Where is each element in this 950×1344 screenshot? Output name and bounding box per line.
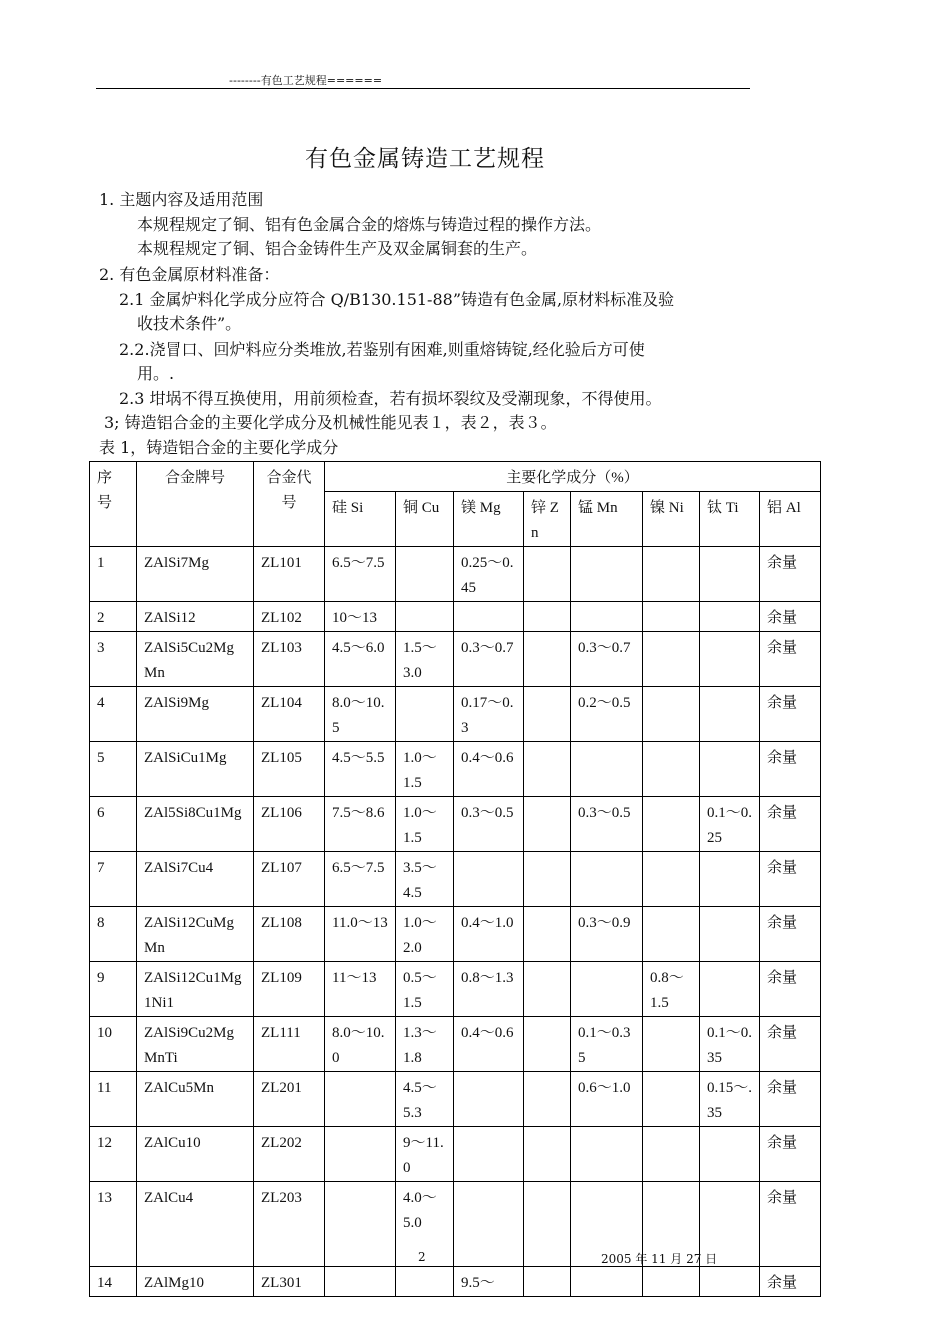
table-cell: 12 — [90, 1127, 137, 1182]
section-2-1-text: 2.1 金属炉料化学成分应符合 Q/B130.151-88”铸造有色金属,原材料标准及验 — [119, 290, 675, 309]
table-cell: 0.3～0.5 — [454, 797, 524, 852]
table-cell: 4.5～5.3 — [396, 1072, 454, 1127]
table-row — [90, 632, 821, 687]
table-cell: 6 — [90, 797, 137, 852]
table-cell — [524, 1267, 571, 1297]
table-cell: 1.0～1.5 — [396, 797, 454, 852]
table-cell: 6.5～7.5 — [325, 852, 396, 907]
table-cell: ZAlCu10 — [137, 1127, 254, 1182]
table-cell: 余量 — [760, 602, 821, 632]
header-element-mg: 镁 Mg — [454, 492, 524, 547]
table-cell: ZL101 — [254, 547, 325, 602]
table-cell — [524, 547, 571, 602]
table-cell: 0.25～0.45 — [454, 547, 524, 602]
table-cell: 14 — [90, 1267, 137, 1297]
section-2-heading: 2. 有色金属原材料准备： — [99, 265, 280, 284]
table-cell: 0.4～0.6 — [454, 742, 524, 797]
section-1-text-1: 本规程规定了铜、铝有色金属合金的熔炼与铸造过程的操作方法。 — [137, 215, 602, 234]
section-2-1-text-cont: 收技术条件”。 — [137, 314, 242, 333]
table-cell — [325, 1072, 396, 1127]
table-cell: 0.17～0.3 — [454, 687, 524, 742]
table-cell: 0.3～0.7 — [454, 632, 524, 687]
table-cell — [700, 1127, 760, 1182]
table-cell: 余量 — [760, 1182, 821, 1267]
table-cell — [643, 602, 700, 632]
table-cell: 10～13 — [325, 602, 396, 632]
table-cell — [700, 962, 760, 1017]
table-cell: ZL106 — [254, 797, 325, 852]
table-row — [90, 742, 821, 797]
table-cell: ZAlCu5Mn — [137, 1072, 254, 1127]
table-cell: 0.8～1.3 — [454, 962, 524, 1017]
table-cell — [524, 742, 571, 797]
header-seq: 序 号 — [90, 462, 137, 547]
section-2-3-text: 2.3 坩埚不得互换使用，用前须检查，若有损坏裂纹及受潮现象，不得使用。 — [119, 389, 662, 408]
table-cell: 0.1～0.35 — [571, 1017, 643, 1072]
header-composition-group: 主要化学成分（%） — [325, 462, 821, 492]
table-cell — [396, 602, 454, 632]
table-cell: 余量 — [760, 1072, 821, 1127]
table-cell — [643, 632, 700, 687]
table-cell: 11.0～13 — [325, 907, 396, 962]
header-element-ni: 镍 Ni — [643, 492, 700, 547]
table-cell: 0.3～0.5 — [571, 797, 643, 852]
table-cell: 0.4～1.0 — [454, 907, 524, 962]
table-cell — [700, 907, 760, 962]
table-cell — [700, 852, 760, 907]
table-cell — [643, 1072, 700, 1127]
alloy-composition-table — [89, 461, 821, 1297]
table-cell: 余量 — [760, 547, 821, 602]
table-cell: 7.5～8.6 — [325, 797, 396, 852]
table-cell: 0.1～0.35 — [700, 1017, 760, 1072]
header-element-cu: 铜 Cu — [396, 492, 454, 547]
table-cell — [643, 687, 700, 742]
table-cell — [571, 547, 643, 602]
table-cell: 2 — [90, 602, 137, 632]
table-cell — [325, 1267, 396, 1297]
running-header: --------有色工艺规程====== — [229, 74, 383, 87]
table-cell: ZAlSi7Mg — [137, 547, 254, 602]
header-rule — [96, 88, 750, 89]
table-cell: 0.3～0.7 — [571, 632, 643, 687]
table-cell: 余量 — [760, 687, 821, 742]
table-cell — [396, 547, 454, 602]
table-cell — [700, 742, 760, 797]
table-cell — [571, 1127, 643, 1182]
table-cell — [571, 1267, 643, 1297]
table-cell: 4.0～5.0 — [396, 1182, 454, 1267]
table-cell: ZL104 — [254, 687, 325, 742]
table-cell: 0.1～0.25 — [700, 797, 760, 852]
header-element-ti: 钛 Ti — [700, 492, 760, 547]
table-cell — [643, 742, 700, 797]
table-cell — [643, 1017, 700, 1072]
table-row — [90, 1267, 821, 1297]
header-element-si: 硅 Si — [325, 492, 396, 547]
section-1-text-2: 本规程规定了铜、铝合金铸件生产及双金属铜套的生产。 — [137, 239, 538, 258]
table-cell: 余量 — [760, 852, 821, 907]
table-cell: 7 — [90, 852, 137, 907]
table-cell — [643, 907, 700, 962]
table-cell: 余量 — [760, 1127, 821, 1182]
table-cell: ZAlSi7Cu4 — [137, 852, 254, 907]
table-cell: 9.5～ — [454, 1267, 524, 1297]
table-cell: 4.5～5.5 — [325, 742, 396, 797]
table-cell — [571, 602, 643, 632]
table-cell: 余量 — [760, 632, 821, 687]
table-cell — [643, 547, 700, 602]
section-3-text: 3; 铸造铝合金的主要化学成分及机械性能见表１，表２，表３。 — [104, 413, 557, 432]
table-cell: 5 — [90, 742, 137, 797]
table-row — [90, 687, 821, 742]
table-row — [90, 907, 821, 962]
table-cell — [524, 632, 571, 687]
table-cell: ZAlSi9Mg — [137, 687, 254, 742]
table-cell — [325, 1127, 396, 1182]
table-cell — [524, 907, 571, 962]
table-cell — [700, 1267, 760, 1297]
table-cell: ZL202 — [254, 1127, 325, 1182]
header-grade: 合金牌号 — [137, 462, 254, 547]
table-cell: ZAlSi12CuMgMn — [137, 907, 254, 962]
table-cell: 11 — [90, 1072, 137, 1127]
table-cell: 余量 — [760, 962, 821, 1017]
table-cell: ZL203 — [254, 1182, 325, 1267]
table-cell — [700, 632, 760, 687]
table-cell: ZL102 — [254, 602, 325, 632]
table-cell — [325, 1182, 396, 1267]
table-row — [90, 797, 821, 852]
table-cell: 余量 — [760, 907, 821, 962]
table-cell: 余量 — [760, 797, 821, 852]
footer-date: 2005 年 11 月 27 日 — [601, 1252, 718, 1266]
table-row — [90, 602, 821, 632]
table-cell: ZAlSi5Cu2MgMn — [137, 632, 254, 687]
table-cell — [643, 852, 700, 907]
table-cell — [454, 1127, 524, 1182]
document-title: 有色金属铸造工艺规程 — [305, 146, 545, 172]
table-cell: 余量 — [760, 1267, 821, 1297]
table-cell: 8 — [90, 907, 137, 962]
table-cell: 13 — [90, 1182, 137, 1267]
table-cell: ZAl5Si8Cu1Mg — [137, 797, 254, 852]
table-cell: 1.0～1.5 — [396, 742, 454, 797]
table-cell: 1.3～1.8 — [396, 1017, 454, 1072]
table-cell — [454, 1072, 524, 1127]
header-code: 合金代 号 — [254, 462, 325, 547]
page-number: 2 — [418, 1250, 426, 1264]
table-row — [90, 962, 821, 1017]
table-cell — [454, 852, 524, 907]
table-cell — [643, 1267, 700, 1297]
header-element-al: 铝 Al — [760, 492, 821, 547]
table-cell — [524, 1127, 571, 1182]
table-cell: ZAlSi12Cu1Mg1Ni1 — [137, 962, 254, 1017]
table-cell — [396, 1267, 454, 1297]
table-cell: 8.0～10.5 — [325, 687, 396, 742]
table-cell — [524, 962, 571, 1017]
table-cell: 9～11.0 — [396, 1127, 454, 1182]
table-cell — [571, 852, 643, 907]
table-cell: 0.4～0.6 — [454, 1017, 524, 1072]
table-row — [90, 852, 821, 907]
table-cell: 1 — [90, 547, 137, 602]
table-row — [90, 1127, 821, 1182]
table-cell: ZAlSi9Cu2MgMnTi — [137, 1017, 254, 1072]
section-2-2-text: 2.2.浇冒口、回炉料应分类堆放,若鉴别有困难,则重熔铸锭,经化验后方可使 — [119, 340, 645, 359]
section-1-heading: 1. 主题内容及适用范围 — [99, 190, 264, 209]
table-cell — [700, 687, 760, 742]
table-cell: 1.5～3.0 — [396, 632, 454, 687]
table-cell: ZAlSi12 — [137, 602, 254, 632]
section-2-2-text-cont: 用。. — [137, 364, 175, 383]
header-element-zn: 锌 Zn — [524, 492, 571, 547]
table-row — [90, 547, 821, 602]
table-cell: 1.0～2.0 — [396, 907, 454, 962]
table-cell — [454, 602, 524, 632]
table-cell: ZL105 — [254, 742, 325, 797]
table-cell: ZL108 — [254, 907, 325, 962]
table-cell — [524, 1017, 571, 1072]
table-cell: 余量 — [760, 742, 821, 797]
table-cell — [454, 1182, 524, 1267]
table-cell: 8.0～10.0 — [325, 1017, 396, 1072]
table-cell: 0.8～1.5 — [643, 962, 700, 1017]
table-cell: ZL103 — [254, 632, 325, 687]
table-cell — [524, 1072, 571, 1127]
table-cell: 0.3～0.9 — [571, 907, 643, 962]
table-cell — [524, 1182, 571, 1267]
table-cell: ZAlSiCu1Mg — [137, 742, 254, 797]
table-cell: ZAlCu4 — [137, 1182, 254, 1267]
table-cell: 余量 — [760, 1017, 821, 1072]
table-cell — [571, 742, 643, 797]
table-cell: 4.5～6.0 — [325, 632, 396, 687]
table-cell — [396, 687, 454, 742]
table-row — [90, 1017, 821, 1072]
table-cell: ZAlMg10 — [137, 1267, 254, 1297]
table-cell: 4 — [90, 687, 137, 742]
table-cell: ZL109 — [254, 962, 325, 1017]
table-cell: 3 — [90, 632, 137, 687]
table-cell — [524, 797, 571, 852]
table-cell: ZL111 — [254, 1017, 325, 1072]
table-cell — [524, 852, 571, 907]
table-cell: ZL201 — [254, 1072, 325, 1127]
table-cell: ZL301 — [254, 1267, 325, 1297]
table-cell: 11～13 — [325, 962, 396, 1017]
table-cell — [524, 687, 571, 742]
table-cell: 9 — [90, 962, 137, 1017]
table-cell — [571, 962, 643, 1017]
table-cell — [643, 797, 700, 852]
table-cell — [524, 602, 571, 632]
table-cell — [700, 547, 760, 602]
table-cell: 6.5～7.5 — [325, 547, 396, 602]
table-row — [90, 1072, 821, 1127]
table-cell: 3.5～4.5 — [396, 852, 454, 907]
table-cell: ZL107 — [254, 852, 325, 907]
header-element-mn: 锰 Mn — [571, 492, 643, 547]
table-cell — [700, 602, 760, 632]
table-cell: 0.15～.35 — [700, 1072, 760, 1127]
table-cell: 10 — [90, 1017, 137, 1072]
table-cell — [643, 1127, 700, 1182]
table-cell: 0.2～0.5 — [571, 687, 643, 742]
table-cell: 0.6～1.0 — [571, 1072, 643, 1127]
table-cell: 0.5～1.5 — [396, 962, 454, 1017]
table-caption: 表 1，铸造铝合金的主要化学成分 — [99, 438, 339, 457]
